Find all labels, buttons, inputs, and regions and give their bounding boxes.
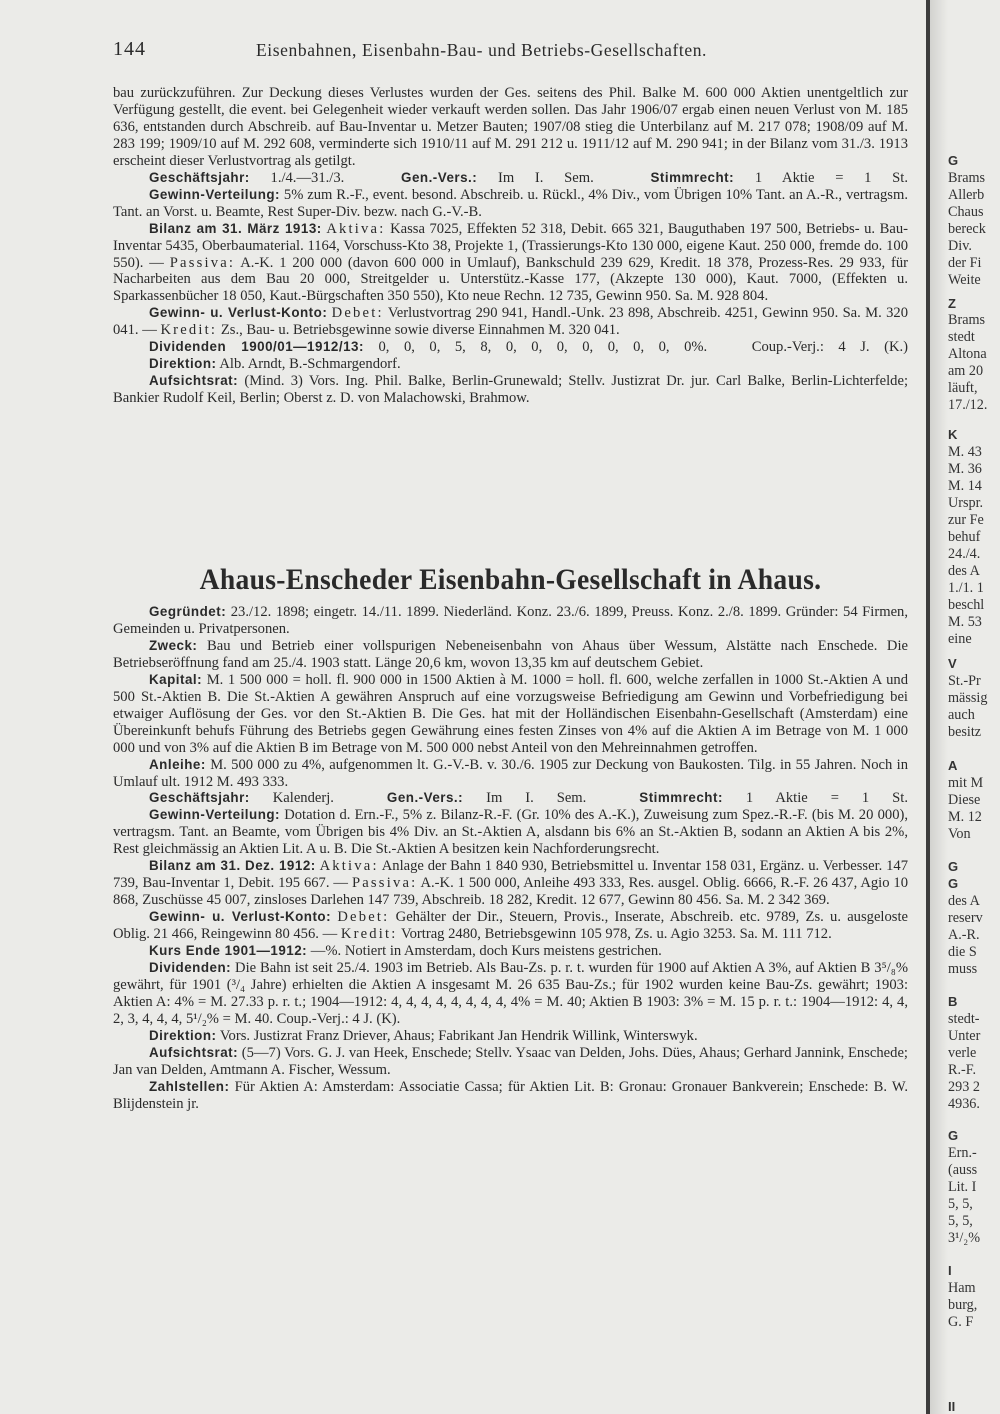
company-gewinn-verteilung: Gewinn-Verteilung: Dotation d. Ern.-F., 5% z. Bilanz-R.-F. (Gr. 10% des A.-K.), Zuweisung zum Spez.-R.-F. (bis M. 20 000), vertragsm. Tant. an Beamte, vom Übrigen bis 4% Div. an St.-Aktien A, alsdann bis 6% an St.-Aktien B, sodann an Aktien A bis 2%, Rest gleichmässig an Aktien Lit. A u. B. Die St.-Aktien A besitzen kein Nachforderungsrecht. [113,807,908,858]
margin-fragment: 5, 5, [948,1213,973,1229]
margin-fragment: des A [948,563,980,579]
margin-fragment: reserv [948,910,983,926]
prev-guv: Gewinn- u. Verlust-Konto: Debet: Verlustvortrag 290 941, Handl.-Unk. 23 898, Abschreib. 4251, Gewinn 950. Sa. M. 320 041. — Kredit: Zs., Bau- u. Betriebsgewinne sowie diverse Einnahmen M. 320 041. [113,305,908,339]
margin-fragment: G. F [948,1314,974,1330]
margin-fragment: Diese [948,792,981,808]
margin-fragment: verle [948,1045,977,1061]
margin-fragment: A [948,758,958,773]
margin-fragment: am 20 [948,363,984,379]
prev-geschaeftsjahr: Geschäftsjahr: 1./4.—31./3. Gen.-Vers.: Im I. Sem. Stimmrecht: 1 Aktie = 1 St. [149,169,908,186]
margin-fragment: G [948,859,959,874]
company-aufsichtsrat: Aufsichtsrat: (5—7) Vors. G. J. van Heek, Enschede; Stellv. Ysaac van Delden, Johs. Dües, Ahaus; Gerhard Jannink, Enschede; Jan van Delden, Amtmann A. Fischer, Wessum. [113,1044,908,1078]
company-direktion: Direktion: Vors. Justizrat Franz Driever, Ahaus; Fabrikant Jan Hendrik Willink, Winterswyk. [149,1027,698,1044]
margin-fragment: bereck [948,221,986,237]
margin-fragment: 4936. [948,1096,980,1112]
margin-fragment: besitz [948,724,982,740]
margin-fragment: Brams [948,312,986,328]
margin-fragment: I [948,1263,952,1278]
margin-fragment: burg, [948,1297,978,1313]
margin-fragment: K [948,427,958,442]
company-geschaeftsjahr: Geschäftsjahr: Kalenderj. Gen.-Vers.: Im I. Sem. Stimmrecht: 1 Aktie = 1 St. [149,790,908,807]
prev-intro: bau zurückzuführen. Zur Deckung dieses Verlustes wurden der Ges. seitens des Phil. Balke M. 600 000 Aktien unentgeltlich zur Verfügung gestellt, die event. bei Gelegenheit wieder verkauft werden sollen. Das Jahr 1906/07 ergab einen neuen Verlust von M. 185 636, entstanden durch Abschreib. auf Bau-Inventar u. Metzer Bauten; 1907/08 stieg die Unterbilanz auf M. 217 078; 1908/09 auf M. 283 199; 1909/10 auf M. 292 608, verminderte sich 1910/11 auf M. 291 212 u. 1911/12 auf M. 290 941; in der Bilanz vom 31./3. 1913 erscheint dieser Verlustvortrag als getilgt. [113,85,908,169]
margin-fragment: die S [948,944,977,960]
margin-fragment: Lit. I [948,1179,977,1195]
margin-fragment: Brams [948,170,986,186]
margin-fragment: Allerb [948,187,985,203]
page-header [113,38,913,68]
prev-direktion: Direktion: Alb. Arndt, B.-Schmargendorf. [149,356,401,373]
company-zweck: Zweck: Bau und Betrieb einer vollspurigen Nebeneisenbahn von Ahaus über Wessum, Alstätte nach Enschede. Die Betriebseröffnung fand am 25./4. 1903 statt. Länge 20,6 km, wovon 13,35 km auf deutschem Gebiet. [113,637,909,671]
margin-fragment: mit M [948,775,984,791]
margin-fragment: M. 14 [948,478,982,494]
margin-fragment: mässig [948,690,988,706]
margin-fragment: G [948,153,959,168]
company-entry [113,604,908,1113]
margin-fragment: stedt [948,329,975,345]
margin-fragment: Altona [948,346,987,362]
margin-fragment: M. 12 [948,809,982,825]
margin-fragment: behuf [948,529,981,545]
previous-entry [113,85,908,407]
running-title: Eisenbahnen, Eisenbahn-Bau- und Betriebs-Gesellschaften. [256,40,708,60]
margin-fragment: G [948,1128,959,1143]
margin-fragment: V [948,656,957,671]
margin-fragment: B [948,994,958,1009]
margin-fragment: stedt- [948,1011,980,1027]
margin-fragment: läuft, [948,380,978,396]
company-gegruendet: Gegründet: 23./12. 1898; eingetr. 14./11. 1899. Niederländ. Konz. 23./6. 1899, Preuss. Konz. 2./8. 1899. Gründer: 54 Firmen, Gemeinden u. Privatpersonen. [113,604,908,637]
company-dividenden: Dividenden: Die Bahn ist seit 25./4. 1903 im Betrieb. Als Bau-Zs. p. r. t. wurden für 1900 auf Aktien A 3%, auf Aktien B 3⁵/₈% gewährt, für 1901 (³/₄ Jahre) erhielten die Aktien A insgesamt M. 26 635 Bau-Zs.; für 1902 wurden keine Bau-Zs. gewährt; 1903: Aktien A: 4% = M. 27.33 p. r. t.; 1904—1912: 4, 4, 4, 4, 4, 4, 4, 4, 4% = M. 40; Aktien B 1903: 3% = M. 15 p. r. t.: 1904—1912: 4, 4, 2, 3, 4, 4, 4, 5¹/₂% = M. 40. Coup.-Verj.: 4 J. (K). [113,960,908,1027]
margin-fragment: G [948,876,959,891]
margin-fragment: Weite [948,272,981,288]
gutter-shadow [930,0,948,1414]
prev-dividenden: Dividenden 1900/01—1912/13: 0, 0, 0, 5, 8, 0, 0, 0, 0, 0, 0, 0, 0%. Coup.-Verj.: 4 J. (K.) [149,339,908,356]
margin-fragment: auch [948,707,975,723]
company-kurs: Kurs Ende 1901—1912: —%. Notiert in Amsterdam, doch Kurs meistens gestrichen. [149,943,662,960]
margin-fragment: Unter [948,1028,981,1044]
margin-fragment: 293 2 [948,1079,980,1095]
margin-fragment: eine [948,631,972,647]
margin-fragment: M. 43 [948,444,982,460]
company-kapital: Kapital: M. 1 500 000 = holl. fl. 900 000 in 1500 Aktien à M. 1000 = holl. fl. 600, welche zerfallen in 1000 St.-Aktien A und 500 St.-Aktien B. Die St.-Aktien A gewähren Anspruch auf eine vorzugsweise Befriedigung am Gewinn und Vorbefriedigung bei etwaiger Auflösung der Ges. vor den St.-Aktien B. Die Ges. hat mit der Holländischen Eisenbahn-Gesellschaft (Amsterdam) eine Übereinkunft behufs Führung des Betriebs gegen Gewährung eines festen Zinses von 4% auf die Aktien A im Betrage von M. 1 000 000 und von 3% auf die Aktien B im Betrage von M. 500 000 nebst Anteil von den Mehreinnahmen getroffen. [113,671,908,756]
margin-fragment: Urspr. [948,495,984,511]
margin-fragment: Ern.- [948,1145,977,1161]
margin-fragment: Von [948,826,971,842]
company-guv: Gewinn- u. Verlust-Konto: Debet: Gehälter der Dir., Steuern, Provis., Inserate, Abschreib. etc. 9789, Zs. u. ausgeloste Oblig. 21 466, Reingewinn 80 456. — Kredit: Vortrag 2480, Betriebsgewinn 105 978, Zs. u. Agio 3253. Sa. M. 111 712. [113,909,908,943]
company-zahlstellen: Zahlstellen: Für Aktien A: Amsterdam: Associatie Cassa; für Aktien Lit. B: Gronau: Gronauer Bankverein; Enschede: B. W. Blijdenstein jr. [113,1078,909,1112]
margin-fragment: muss [948,961,978,977]
margin-fragment: Chaus [948,204,984,220]
margin-fragment: Ham [948,1280,976,1296]
prev-aufsichtsrat: Aufsichtsrat: (Mind. 3) Vors. Ing. Phil. Balke, Berlin-Grunewald; Stellv. Justizrat Dr. jur. Carl Balke, Berlin-Lichterfelde; Bankier Rudolf Keil, Berlin; Oberst z. D. von Malachowski, Brahmow. [113,373,908,407]
company-title: Ahaus-Enscheder Eisenbahn-Gesellschaft in Ahaus. [199,563,822,596]
margin-fragment: 24./4. [948,546,981,562]
prev-bilanz: Bilanz am 31. März 1913: Aktiva: Kassa 7025, Effekten 52 318, Debit. 665 321, Bauguthaben 197 500, Betriebs- u. Bau-Inventar 5435, Oberbaumaterial. 1164, Vorschuss-Kto 38, Projekte 1, (Trassierungs-Kto 130 000, eigene Kaut. 250 000, fremde do. 100 550). — Passiva: A.-K. 1 200 000 (davon 600 000 in Umlauf), Bankschuld 239 629, Kredit. 18 378, Prozess-Res. 29 933, für Nacharbeiten aus dem Bau 20 000, Streitgelder u. Unterstütz.-Kasse 177, (Akzepte 130 000), Kaut. 7000, (Effekten u. Sparkassenbücher 18 050, Kaut.-Bürgschaften 350 550), Kto neue Rechn. 12 735, Gewinn 950. Sa. M. 928 804. [113,220,909,305]
margin-fragment: 5, 5, [948,1196,973,1212]
margin-fragment: der Fi [948,255,982,271]
company-bilanz: Bilanz am 31. Dez. 1912: Aktiva: Anlage der Bahn 1 840 930, Betriebsmittel u. Inventar 158 031, Ergänz. u. Verbesser. 147 739, Bau-Inventar 1, Debit. 195 667. — Passiva: A.-K. 1 500 000, Anleihe 493 333, Res. ausgel. Oblig. 6666, R.-F. 26 437, Agio 10 868, Zuschüsse 45 007, zinsloses Darlehen 147 739, Abschreib. 18 282, Kredit. 12 677, Gewinn 80 456. Sa. M. 2 342 369. [113,858,909,909]
company-anleihe: Anleihe: M. 500 000 zu 4%, aufgenommen lt. G.-V.-B. v. 30./6. 1905 zur Deckung von Baukosten. Tilg. in 55 Jahren. Noch in Umlauf ult. 1912 M. 493 333. [113,756,909,790]
margin-fragment: 3¹/₂% [948,1230,981,1246]
margin-fragment: Z [948,296,956,311]
margin-fragment: zur Fe [948,512,984,528]
margin-fragment: Div. [948,238,972,254]
margin-fragment: A.-R. [948,927,980,943]
prev-gewinn-verteilung: Gewinn-Verteilung: 5% zum R.-F., event. besond. Abschreib. u. Rückl., 4% Div., vom Übrigen 10% Tant. an A.-R., vertragsm. Tant. an Vorst. u. Beamte, Rest Super-Div. bezw. nach G.-V.-B. [113,186,908,220]
page-number: 144 [113,38,146,60]
margin-fragment: 17./12. [948,397,988,413]
margin-fragment: beschl [948,597,985,613]
margin-fragment: M. 36 [948,461,982,477]
margin-fragment: II [948,1399,956,1414]
margin-fragment: R.-F. [948,1062,977,1078]
margin-fragment: (auss [948,1162,978,1178]
margin-fragment: M. 53 [948,614,982,630]
margin-fragment: des A [948,893,980,909]
margin-fragment: 1./1. 1 [948,580,984,596]
margin-fragment: St.-Pr [948,673,981,689]
